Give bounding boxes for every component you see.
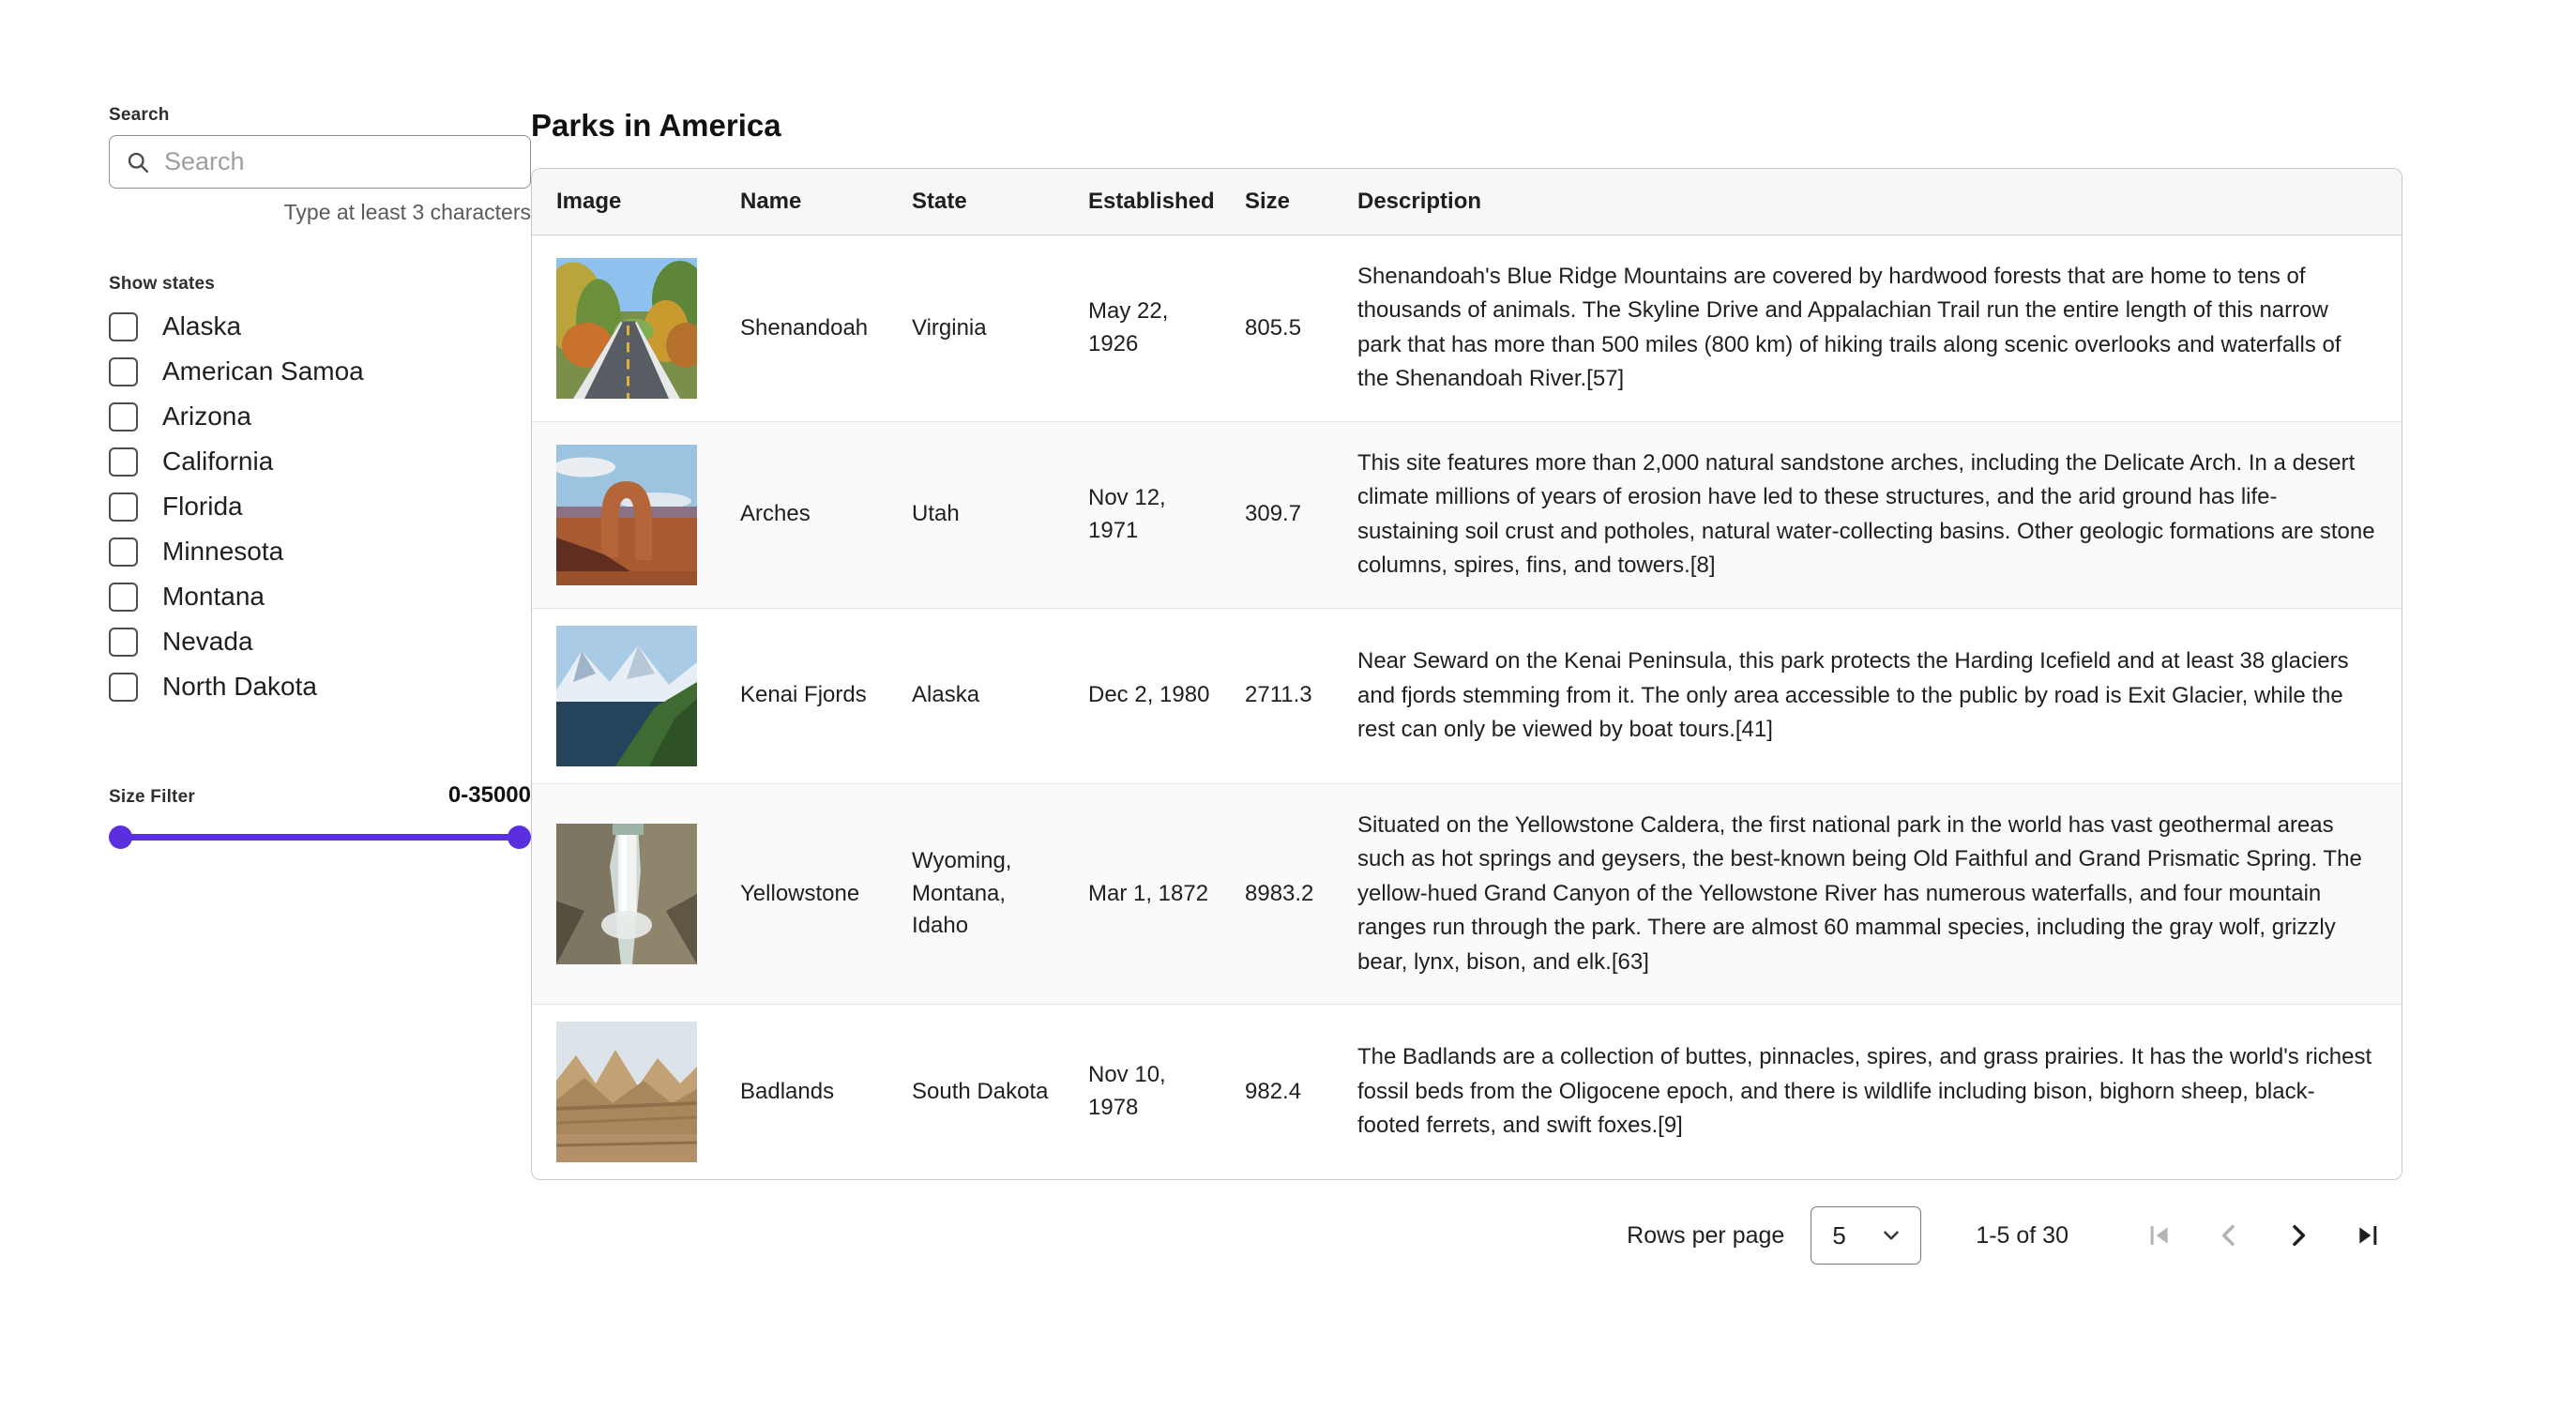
states-checkbox-list [109,304,531,709]
state-filter-row-montana[interactable] [109,574,531,619]
state-filter-row-florida[interactable] [109,484,531,529]
column-header-state: State [887,169,1064,235]
state-label: American Samoa [162,356,364,386]
checkbox-icon[interactable] [109,447,138,477]
show-states-label: Show states [109,274,216,294]
search-label: Search [109,105,170,125]
cell-state: Wyoming, Montana, Idaho [912,847,1012,939]
cell-name: Yellowstone [740,880,860,906]
magnifier-icon [125,149,151,175]
badlands-buttes-photo [556,1022,697,1162]
size-filter-slider[interactable] [109,816,531,857]
previous-page-button[interactable] [2194,1206,2264,1265]
state-label: Florida [162,492,243,521]
main-content [531,0,2402,1424]
cell-size: 309.7 [1245,501,1302,527]
state-filter-row-california[interactable] [109,439,531,484]
page-title: Parks in America [531,108,781,143]
column-header-size: Size [1220,169,1333,235]
search-helper-text: Type at least 3 characters [283,200,531,224]
cell-name: Arches [740,501,811,527]
last-page-button[interactable] [2333,1206,2402,1265]
filters-sidebar [0,0,531,1424]
checkbox-icon[interactable] [109,673,138,702]
table-row-badlands [532,1005,2402,1180]
cell-size: 982.4 [1245,1078,1302,1104]
cell-description: This site features more than 2,000 natural sandstone arches, including the Delicate Arch. In a desert climate millions of years of erosion have led to these structures, and the arid ground has life-sustaining soil crust and potholes, natural water-collecting basins. Other geologic formations are stone columns, spires, fins, and towers.[8] [1357,449,2375,579]
last-page-icon [2353,1220,2383,1250]
cell-state: Utah [912,501,960,527]
size-filter-range-value: 0-35000 [447,782,531,808]
glacier-fjord-photo [556,626,697,766]
checkbox-icon[interactable] [109,492,138,522]
cell-name: Kenai Fjords [740,682,867,708]
cell-description: Shenandoah's Blue Ridge Mountains are covered by hardwood forests that are home to tens of thousands of animals. The Skyline Drive and Appalachian Trail run the entire length of this narrow park that has more than 500 miles (800 km) of hiking trails along scenic overlooks and waterfalls of the Shenandoah River.[57] [1357,264,2341,392]
checkbox-icon[interactable] [109,402,138,432]
slider-track[interactable] [118,834,522,841]
state-label: California [162,447,274,476]
state-label: Montana [162,582,265,611]
delicate-arch-photo [556,445,697,585]
first-page-button[interactable] [2125,1206,2194,1265]
pagination-bar [531,1206,2402,1265]
chevron-down-icon [1879,1223,1903,1248]
state-filter-row-north-dakota[interactable] [109,664,531,709]
pagination-range-label: 1-5 of 30 [1976,1221,2068,1249]
column-header-description: Description [1333,169,2402,235]
state-label: Alaska [162,311,242,341]
cell-size: 8983.2 [1245,880,1314,906]
table-row-yellowstone [532,783,2402,1004]
state-filter-row-minnesota[interactable] [109,529,531,574]
slider-max-thumb[interactable] [508,826,531,849]
rows-per-page-label: Rows per page [1627,1221,1785,1249]
table-row-arches [532,421,2402,608]
rows-per-page-value: 5 [1832,1220,1846,1250]
state-label: Arizona [162,401,251,431]
cell-established: Nov 10, 1978 [1088,1062,1166,1121]
waterfall-photo [556,824,697,964]
column-header-established: Established [1064,169,1220,235]
cell-established: Mar 1, 1872 [1088,880,1209,906]
cell-size: 805.5 [1245,314,1302,341]
cell-state: South Dakota [912,1078,1049,1104]
cell-state: Virginia [912,314,987,341]
state-label: Nevada [162,627,253,656]
cell-description: Situated on the Yellowstone Caldera, the first national park in the world has vast geothermal areas such as hot springs and geysers, the best-known being Old Faithful and Grand Prismatic Spring. The yellow-hued Grand Canyon of the Yellowstone River has numerous waterfalls, and four mountain ranges run through the park. There are almost 60 mammal species, including the gray wolf, grizzly bear, lynx, bison, and elk.[63] [1357,811,2362,975]
autumn-road-photo [556,258,697,399]
slider-min-thumb[interactable] [109,826,132,849]
state-filter-row-american-samoa[interactable] [109,349,531,394]
state-filter-row-arizona[interactable] [109,394,531,439]
first-page-icon [2144,1220,2174,1250]
cell-description: Near Seward on the Kenai Peninsula, this park protects the Harding Icefield and at least 38 glaciers and fjords stemming from it. The only area accessible to the public by road is Exit Glacier, while the rest can only be viewed by boat tours.[41] [1357,648,2349,742]
table-header-row [532,169,2402,235]
cell-description: The Badlands are a collection of buttes, pinnacles, spires, and grass prairies. It has the world's richest fossil beds from the Oligocene epoch, and there is wildlife including bison, bighorn sheep, black-footed ferrets, and swift foxes.[9] [1357,1044,2372,1139]
state-label: Minnesota [162,537,284,566]
state-filter-row-alaska[interactable] [109,304,531,349]
rows-per-page-select[interactable] [1811,1206,1921,1265]
cell-established: May 22, 1926 [1088,298,1169,356]
search-box[interactable] [109,135,531,189]
state-filter-row-nevada[interactable] [109,619,531,664]
cell-name: Shenandoah [740,314,869,341]
checkbox-icon[interactable] [109,538,138,567]
cell-name: Badlands [740,1078,835,1104]
size-filter-label: Size Filter [109,787,195,807]
cell-established: Nov 12, 1971 [1088,485,1166,543]
column-header-name: Name [716,169,887,235]
checkbox-icon[interactable] [109,628,138,657]
cell-state: Alaska [912,682,980,708]
parks-table [531,168,2402,1180]
state-label: North Dakota [162,672,317,701]
chevron-left-icon [2214,1220,2244,1250]
checkbox-icon[interactable] [109,312,138,341]
checkbox-icon[interactable] [109,357,138,386]
table-row-kenai-fjords [532,608,2402,783]
column-header-image: Image [532,169,716,235]
table-row-shenandoah [532,235,2402,422]
cell-established: Dec 2, 1980 [1088,682,1210,708]
cell-size: 2711.3 [1245,682,1312,708]
chevron-right-icon [2283,1220,2313,1250]
search-input[interactable] [164,147,515,176]
next-page-button[interactable] [2264,1206,2333,1265]
checkbox-icon[interactable] [109,583,138,612]
